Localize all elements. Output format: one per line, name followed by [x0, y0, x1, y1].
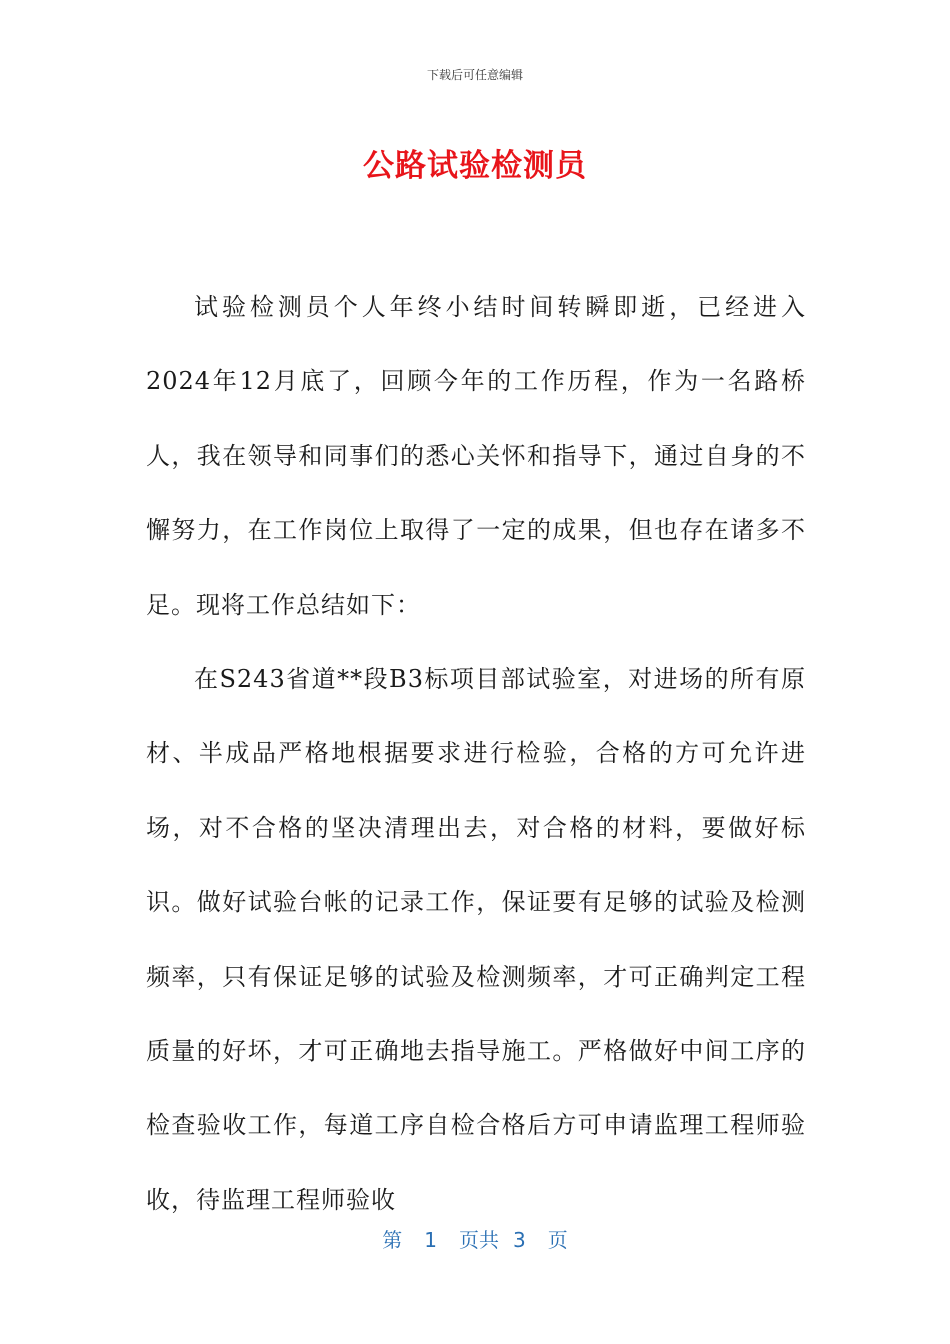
- page-number-footer: [0, 1224, 950, 1253]
- header-note: 下载后可任意编辑: [426, 68, 523, 82]
- page-middle: 页共: [459, 1228, 499, 1252]
- page-prefix: 第: [382, 1228, 403, 1252]
- paragraph: 试验检测员个人年终小结时间转瞬即逝，已经进入2024年12月底了，回顾今年的工作历程，作为一名路桥人，我在领导和同事们的悉心关怀和指导下，通过自身的不懈努力，在工作岗位上取得了一定的成果，但也存在诸多不足。现将工作总结如下：: [146, 293, 806, 619]
- page-suffix: 页: [547, 1228, 568, 1252]
- document-body: [146, 270, 806, 1237]
- paragraph: 在S243省道**段B3标项目部试验室，对进场的所有原材、半成品严格地根据要求进行检验，合格的方可允许进场，对不合格的坚决清理出去，对合格的材料，要做好标识。做好试验台帐的记录工作，保证要有足够的试验及检测频率，只有保证足够的试验及检测频率，才可正确判定工程质量的好坏，才可正确地去指导施工。严格做好中间工序的检查验收工作，每道工序自检合格后方可申请监理工程师验收，待监理工程师验收: [146, 665, 806, 1214]
- current-page-number: 1: [424, 1228, 437, 1252]
- document-title: 公路试验检测员: [363, 148, 587, 184]
- total-pages-number: 3: [513, 1228, 526, 1252]
